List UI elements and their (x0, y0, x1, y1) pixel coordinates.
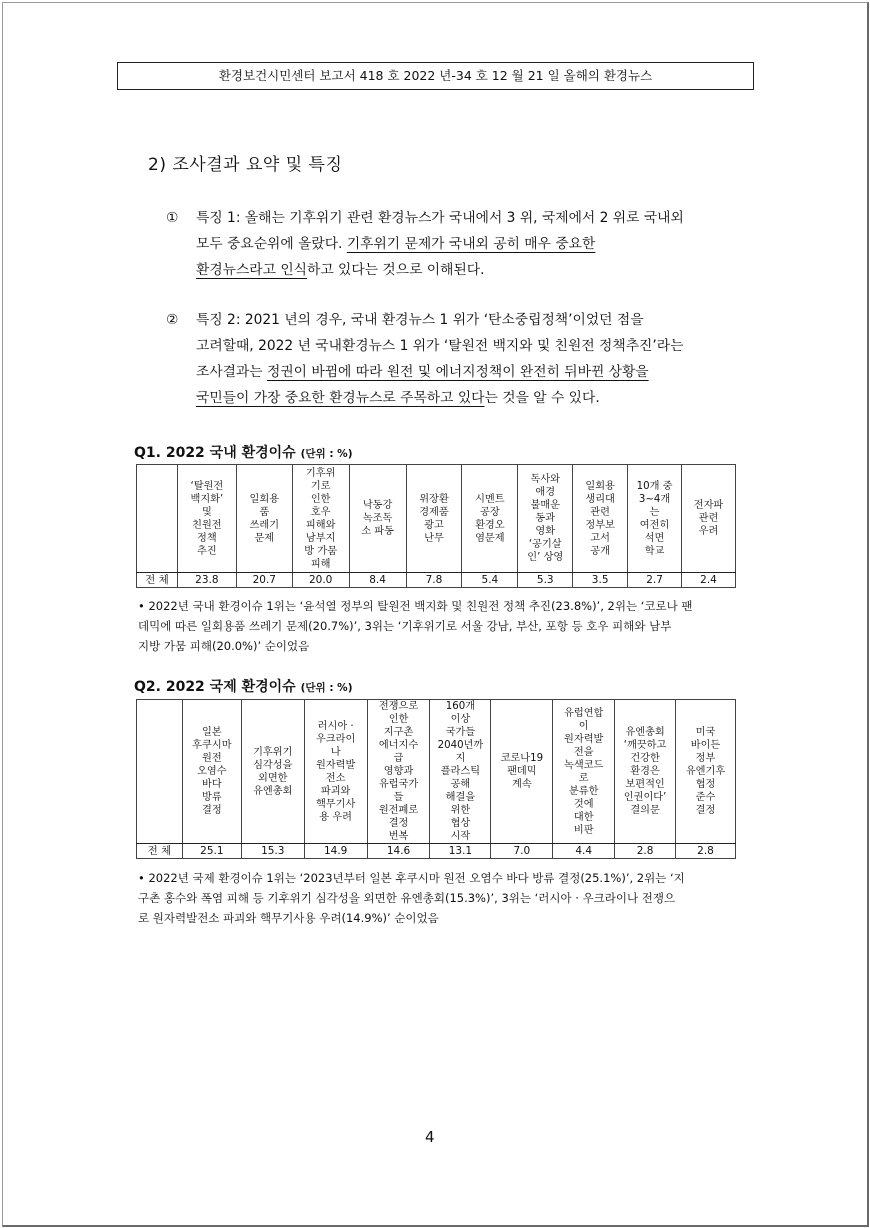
q2-header-cell: 유럽연합 이 원자력발 전을 녹색코드 로 분류한 것에 대한 비판 (553, 700, 615, 844)
report-header: 환경보건시민센터 보고서 418 호 2022 년-34 호 12 월 21 일 올해의 환경뉴스 (117, 62, 754, 90)
q1-value-cell: 3.5 (573, 573, 628, 588)
point-2-line-2: 고려할때, 2022 년 국내환경뉴스 1 위가 ‘탈원전 백지와 및 친원전 정책추진’라는 (196, 338, 684, 354)
q2-header-cell: 미국 바이든 정부 유엔기후 협정 준수 결정 (676, 700, 736, 844)
q1-header-row (137, 465, 736, 573)
q1-header-cell: 기후위 기로 인한 호우 피해와 남부지 방 가뭄 피해 (292, 465, 349, 573)
point-2-marker: ② (166, 312, 179, 328)
point-2-line-4b: 는 것을 알 수 있다. (484, 390, 600, 406)
q1-header-cell: 시멘트 공장 환경오 염문제 (462, 465, 518, 573)
q1-unit: (단위 : %) (300, 448, 353, 460)
q1-header-cell: 일회용 품 쓰레기 문제 (236, 465, 292, 573)
q1-value-cell: 5.3 (518, 573, 573, 588)
q2-note-line-2: 구촌 홍수와 폭염 피해 등 기후위기 심각성을 외면한 유엔총회(15.3%)’, 3위는 ‘러시아 · 우크라이나 전쟁으 (138, 891, 676, 905)
q2-header-row (137, 700, 736, 844)
point-1-line-1: 특징 1: 올해는 기후위기 관련 환경뉴스가 국내에서 3 위, 국제에서 2 위로 국내외 (196, 210, 684, 226)
q2-header-cell: 160개 이상 국가들 2040년까 지 플라스틱 공해 해결을 위한 협상 시작 (430, 700, 491, 844)
q2-corner-cell (137, 700, 183, 844)
q2-value-cell: 14.6 (367, 844, 430, 859)
point-1-line-3 (196, 257, 756, 283)
q2-value-cell: 15.3 (241, 844, 304, 859)
q1-value-cell: 5.4 (462, 573, 518, 588)
q1-value-cell: 2.4 (682, 573, 736, 588)
q1-header-cell: 낙동강 녹조독 소 파동 (349, 465, 406, 573)
point-1-marker: ① (166, 210, 179, 226)
q1-title (134, 442, 353, 462)
point-1-line-2a: 모두 중요순위에 올랐다. (196, 236, 347, 252)
q1-header-cell: 위장환 경제품 광고 난무 (406, 465, 462, 573)
q2-header-cell: 기후위기 심각성을 외면한 유엔총회 (241, 700, 304, 844)
q1-row-label: 전 체 (137, 573, 178, 588)
q1-value-cell: 20.0 (292, 573, 349, 588)
point-1-line-2 (196, 231, 756, 257)
q2-value-cell: 2.8 (676, 844, 736, 859)
q1-header-cell: 독사와 애경 불매운 동과 영화 ‘공기살 인’ 상영 (518, 465, 573, 573)
point-2-line-3 (196, 359, 756, 385)
q2-value-cell: 2.8 (615, 844, 676, 859)
q2-value-cell: 7.0 (491, 844, 553, 859)
q1-header-cell: ‘탈원전 백지화’ 및 친원전 정책 추진 (177, 465, 236, 573)
q2-header-cell: 일본 후쿠시마 원전 오염수 바다 방류 결정 (182, 700, 241, 844)
q2-unit: (단위 : %) (300, 682, 353, 694)
q1-header-cell: 전자파 관련 우려 (682, 465, 736, 573)
q1-value-cell: 2.7 (628, 573, 682, 588)
q1-note (138, 596, 750, 656)
q1-corner-cell (137, 465, 178, 573)
q2-table (136, 699, 736, 859)
q2-value-row (137, 844, 736, 859)
q1-note-line-2: 데믹에 따른 일회용품 쓰레기 문제(20.7%)’, 3위는 ‘기후위기로 서울 강남, 부산, 포항 등 호우 피해와 남부 (138, 619, 672, 633)
q2-value-cell: 4.4 (553, 844, 615, 859)
point-2-line-3a: 조사결과는 (196, 364, 268, 380)
q2-note (138, 868, 750, 928)
point-1-line-3b: 하고 있다는 것으로 이해된다. (307, 262, 485, 278)
q2-header-cell: 러시아 · 우크라이 나 원자력발 전소 파괴와 핵무기사 용 우려 (304, 700, 367, 844)
q2-row-label: 전 체 (137, 844, 183, 859)
q1-value-cell: 20.7 (236, 573, 292, 588)
q2-header-cell: 유엔총회 ‘깨끗하고 건강한 환경은 보편적인 인권이다’ 결의문 (615, 700, 676, 844)
q2-value-cell: 14.9 (304, 844, 367, 859)
q2-header-cell: 코로나19 팬데믹 계속 (491, 700, 553, 844)
q2-note-line-1: • 2022년 국제 환경이슈 1위는 ‘2023년부터 일본 후쿠시마 원전 오염수 바다 방류 결정(25.1%)’, 2위는 ‘지 (138, 871, 685, 885)
point-2-line-4 (196, 385, 756, 411)
q1-note-line-3: 지방 가뭄 피해(20.0%)’ 순이었음 (138, 639, 310, 653)
q2-value-cell: 25.1 (182, 844, 241, 859)
q2-value-cell: 13.1 (430, 844, 491, 859)
q1-header-cell: 일회용 생리대 관련 정부보 고서 공개 (573, 465, 628, 573)
q2-title-text: Q2. 2022 국제 환경이슈 (134, 679, 296, 695)
q2-title (134, 676, 353, 696)
q1-note-line-1: • 2022년 국내 환경이슈 1위는 ‘윤석열 정부의 탈원전 백지화 및 친원전 정책 추진(23.8%)’, 2위는 ‘코로나 팬 (138, 599, 693, 613)
q2-header-cell: 전쟁으로 인한 지구촌 에너지수 급 영향과 유럽국가 들 원전폐로 결정 번복 (367, 700, 430, 844)
section-title: 2) 조사결과 요약 및 특징 (148, 155, 343, 175)
q2-note-line-3: 로 원자력발전소 파괴와 핵무기사용 우려(14.9%)’ 순이었음 (138, 911, 439, 925)
point-2-line-4a: 국민들이 가장 중요한 환경뉴스로 주목하고 있다 (196, 390, 485, 406)
q1-title-text: Q1. 2022 국내 환경이슈 (134, 445, 296, 461)
page-number: 4 (425, 1128, 435, 1146)
q1-value-cell: 8.4 (349, 573, 406, 588)
point-1-line-3a: 환경뉴스라고 인식 (196, 262, 308, 278)
q1-value-cell: 23.8 (177, 573, 236, 588)
q1-table (136, 464, 736, 588)
point-1-line-2b: 기후위기 문제가 국내외 공히 매우 중요한 (346, 236, 596, 252)
point-2-line-3b: 정권이 바뀜에 따라 원전 및 에너지정책이 완전히 뒤바뀐 상황을 (267, 364, 649, 380)
q1-header-cell: 10개 중 3~4개 는 여전히 석면 학교 (628, 465, 682, 573)
point-2-line-1: 특징 2: 2021 년의 경우, 국내 환경뉴스 1 위가 ‘탄소중립정책’이었던 점을 (196, 312, 644, 328)
q1-value-row (137, 573, 736, 588)
q1-value-cell: 7.8 (406, 573, 462, 588)
